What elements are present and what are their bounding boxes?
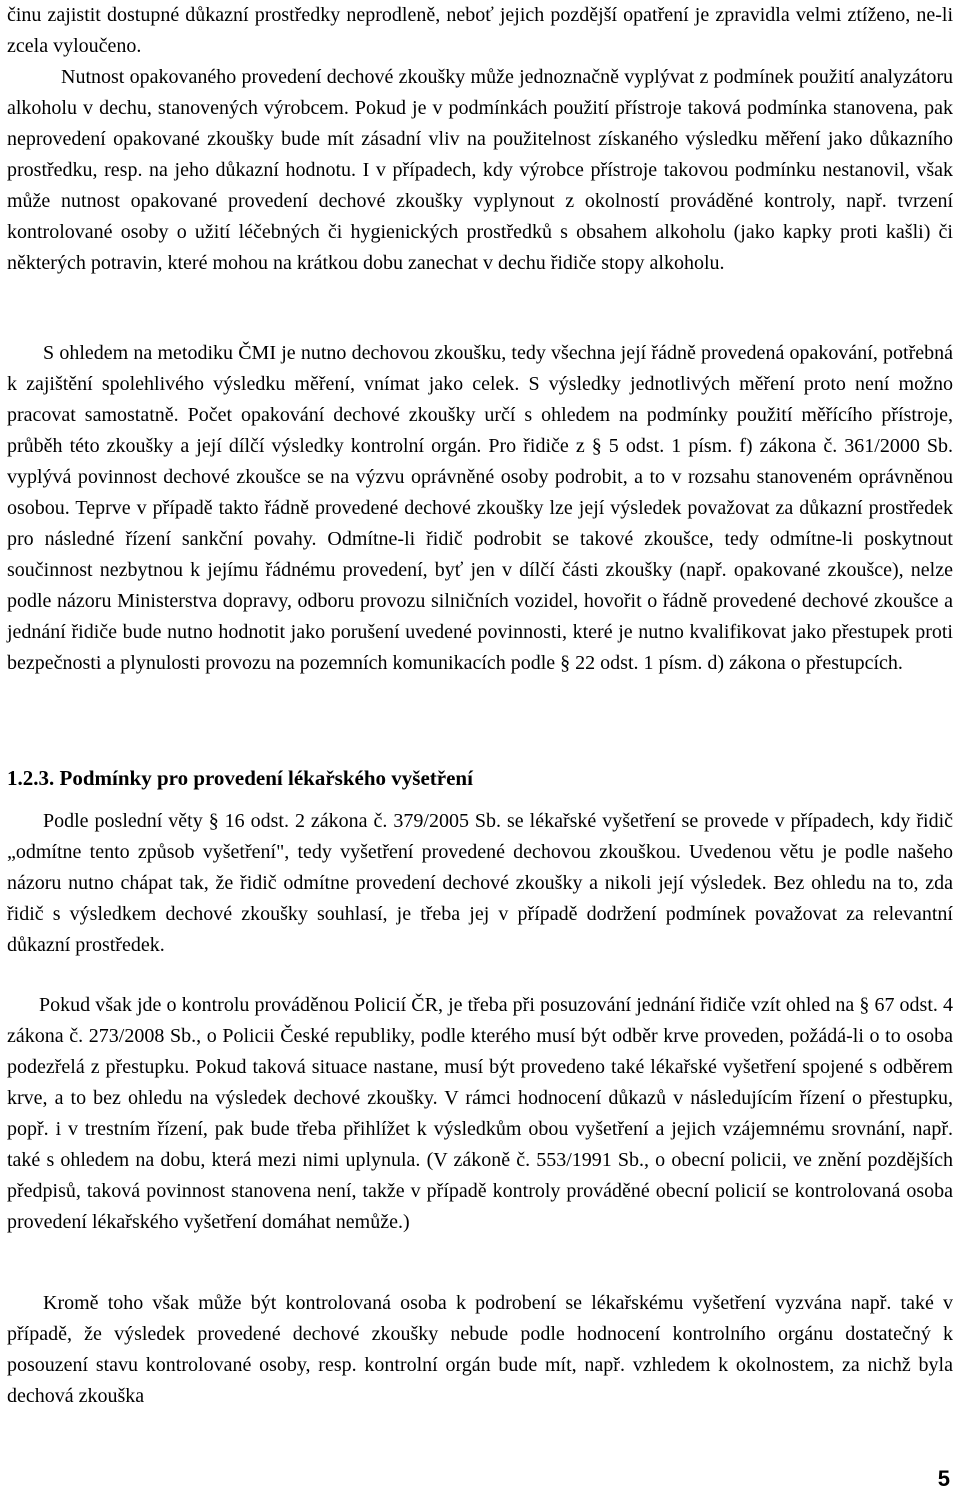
paragraph-continuation: činu zajistit dostupné důkazní prostředky neprodleně, neboť jejich pozdější opatření je zpravidla velmi ztíženo, ne-li zcela vyloučeno. [7,4,953,57]
page-number: 5 [937,1466,950,1491]
paragraph-cmi-methodology: S ohledem na metodiku ČMI je nutno dechovou zkoušku, tedy všechna její řádně provedená opakování, potřebná k zajištění spolehlivého výsledku měření, vnímat jako celek. S výsledky jednotlivých měření proto není možno pracovat samostatně. Počet opakování dechové zkoušky určí s ohledem na podmínky použití měřícího přístroje, průběh této zkoušky a její dílčí výsledky kontrolní orgán. Pro řidiče z § 5 odst. 1 písm. f) zákona č. 361/2000 Sb. vyplývá povinnost dechové zkoušce se na výzvu oprávněné osoby podrobit, a to v rozsahu stanoveném oprávněnou osobou. Teprve v případě takto řádně provedené dechové zkoušky lze její výsledek považovat za důkazní prostředek pro následné řízení sankční povahy. Odmítne-li řidič podrobit se takové zkoušce, tedy odmítne-li poskytnout součinnost nezbytnou k jejímu řádnému provedení, byť jen v dílčí části zkoušky (např. opakované zkoušce), nelze podle názoru Ministerstva dopravy, odboru provozu silničních vozidel, hovořit o řádně provedené dechové zkoušce a jednání řidiče bude nutno hodnotit jako porušení uvedené povinnosti, které je nutno kvalifikovat jako přestupek proti bezpečnosti a plynulosti provozu na pozemních komunikacích podle § 22 odst. 1 písm. d) zákona o přestupcích. [7,342,953,674]
paragraph-medical-exam-conditions: Podle poslední věty § 16 odst. 2 zákona č. 379/2005 Sb. se lékařské vyšetření se provede v případech, kdy řidič „odmítne tento způsob vyšetření", tedy vyšetření provedené dechovou zkouškou. Uvedenou větu je podle našeho názoru nutno chápat tak, že řidič odmítne provedení dechové zkoušky a nikoli její výsledek. Bez ohledu na to, zda řidič s výsledkem dechové zkoušky souhlasí, je třeba jej v případě dodržení podmínek považovat za relevantní důkazní prostředek. [7,810,953,956]
paragraph-additional-exam: Kromě toho však může být kontrolovaná osoba k podrobení se lékařskému vyšetření vyzvána např. také v případě, že výsledek provedené dechové zkoušky nebude podle hodnocení kontrolního orgánu dostatečný k posouzení stavu kontrolované osoby, resp. kontrolní orgán bude mít, např. vzhledem k okolnostem, za nichž byla dechová zkouška [7,1292,953,1407]
paragraph-police-control: Pokud však jde o kontrolu prováděnou Policií ČR, je třeba při posuzování jednání řidiče vzít ohled na § 67 odst. 4 zákona č. 273/2008 Sb., o Policii České republiky, podle kterého musí být odběr krve proveden, požádá-li o to osoba podezřelá z přestupku. Pokud taková situace nastane, musí být provedeno také lékařské vyšetření spojené s odběrem krve, a to bez ohledu na výsledek dechové zkoušky. V rámci hodnocení důkazů v následujícím řízení o přestupku, popř. i v trestním řízení, pak bude třeba přihlížet k výsledkům obou vyšetření a jejich vzájemnému srovnání, např. také s ohledem na dobu, která mezi nimi uplynula. (V zákoně č. 553/1991 Sb., o obecní policii, ve znění pozdějších předpisů, taková povinnost stanovena není, takže v případě kontroly prováděné obecní policií se kontrolovaná osoba provedení lékařského vyšetření domáhat nemůže.) [7,994,953,1233]
section-heading: 1.2.3. Podmínky pro provedení lékařského vyšetření [7,766,473,790]
paragraph-breath-test-repeat: Nutnost opakovaného provedení dechové zkoušky může jednoznačně vyplývat z podmínek použití analyzátoru alkoholu v dechu, stanovených výrobcem. Pokud je v podmínkách použití přístroje taková podmínka stanovena, pak neprovedení opakované zkoušky bude mít zásadní vliv na použitelnost získaného výsledku měření jako důkazního prostředku, resp. na jeho důkazní hodnotu. I v případech, kdy výrobce přístroje takovou podmínku nestanovil, však může nutnost opakované provedení dechové zkoušky vyplynout z okolností prováděné kontroly, např. tvrzení kontrolované osoby o užití léčebných či hygienických prostředků s obsahem alkoholu (jako kapky proti kašli) či některých potravin, které mohou na krátkou dobu zanechat v dechu řidiče stopy alkoholu. [7,66,953,274]
